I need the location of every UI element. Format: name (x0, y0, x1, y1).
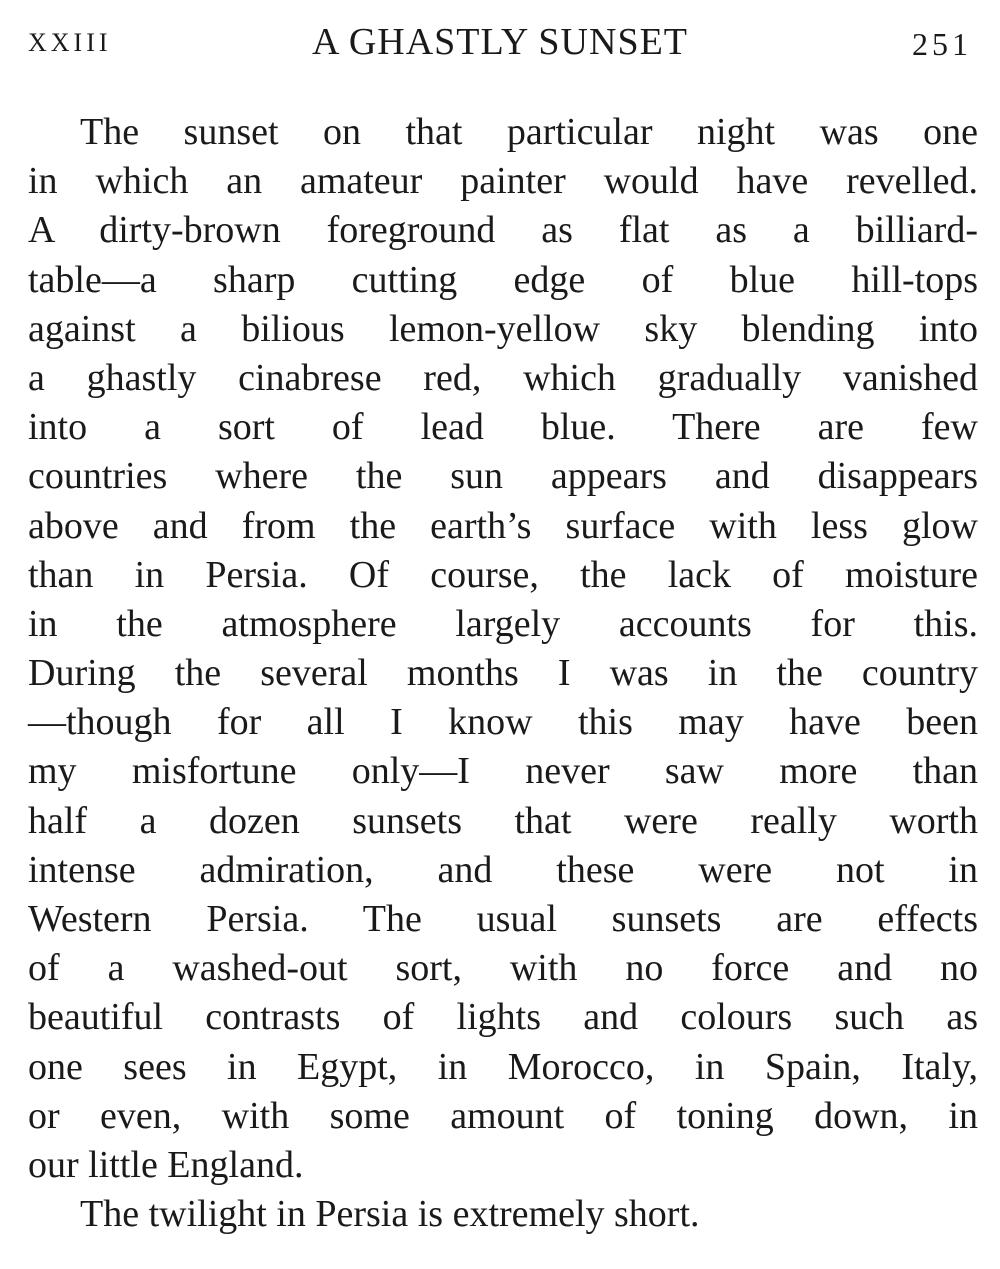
paragraph (28, 1190, 978, 1239)
text-line: our little England. (28, 1143, 304, 1186)
text-line: above and from the earth’s surface with less glow (28, 504, 978, 547)
chapter-title: A GHASTLY SUNSET (311, 21, 689, 63)
text-line: —though for all I know this may have been (28, 701, 978, 744)
text-line: table—a sharp cutting edge of blue hill-tops (28, 258, 978, 301)
text-line: one sees in Egypt, in Morocco, in Spain, Italy, (28, 1045, 978, 1088)
text-line: in which an amateur painter would have revelled. (28, 160, 978, 203)
text-line: intense admiration, and these were not in (28, 848, 978, 891)
text-line: against a bilious lemon-yellow sky blending into (28, 307, 978, 350)
text-line: a ghastly cinabrese red, which gradually vanished (28, 356, 978, 399)
text-line: half a dozen sunsets that were really worth (28, 799, 978, 842)
text-line: During the several months I was in the country (28, 652, 978, 695)
text-line: The twilight in Persia is extremely short. (80, 1193, 700, 1236)
text-line: countries where the sun appears and disappears (28, 455, 978, 498)
text-line: my misfortune only—I never saw more than (28, 750, 978, 793)
text-line: than in Persia. Of course, the lack of moisture (28, 553, 978, 596)
text-line: of a washed-out sort, with no force and no (28, 947, 978, 990)
body-text (28, 108, 978, 1239)
chapter-number: XXIII (28, 28, 112, 57)
text-line: or even, with some amount of toning down, in (28, 1094, 978, 1137)
running-header (28, 14, 972, 70)
text-line: in the atmosphere largely accounts for this. (28, 602, 978, 645)
paragraph (28, 108, 978, 1190)
text-line: into a sort of lead blue. There are few (28, 406, 978, 449)
text-line: Western Persia. The usual sunsets are effects (28, 898, 978, 940)
text-line: The sunset on that particular night was one (80, 111, 978, 153)
page-number: 251 (912, 26, 972, 62)
text-line: beautiful contrasts of lights and colours such as (28, 996, 978, 1039)
text-line: A dirty-brown foreground as flat as a billiard- (28, 209, 978, 252)
